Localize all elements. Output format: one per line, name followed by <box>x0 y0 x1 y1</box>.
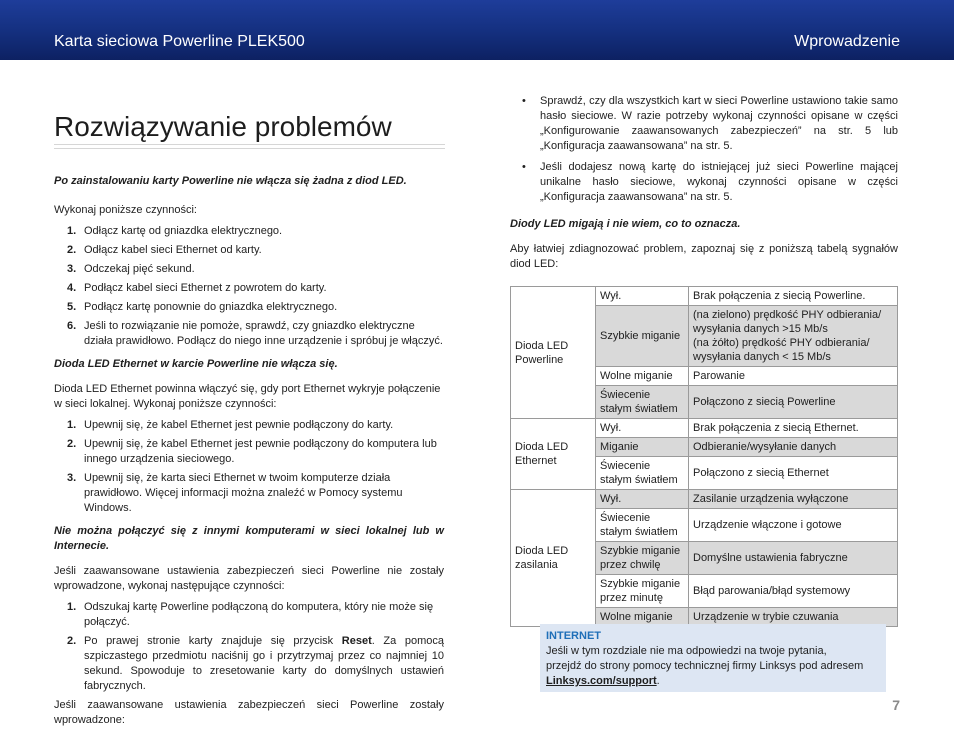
list-item <box>54 600 444 630</box>
state-cell: Świecenie stałym światłem <box>596 509 689 542</box>
internet-note-box <box>540 624 886 692</box>
note-period: . <box>656 675 660 687</box>
list-item <box>54 471 444 516</box>
description-cell: Błąd parowania/błąd systemowy <box>689 575 898 608</box>
state-cell: Wył. <box>596 419 689 438</box>
state-cell: Świecenie stałym światłem <box>596 457 689 490</box>
step-text: Upewnij się, że karta sieci Ethernet w twoim komputerze działa prawidłowo. Więcej informacji można znaleźć w Pomocy systemu Windows. <box>84 472 403 514</box>
left-column <box>54 174 444 728</box>
bullet-text: Jeśli dodajesz nową kartę do istniejącej już sieci Powerline mającej unikalne hasło sieciowe, wykonaj czynności opisane w części „Konfiguracja zaawansowana” na str. 5. <box>540 161 898 203</box>
list-item <box>510 94 898 154</box>
note-line: przejdź do strony pomocy technicznej firmy Linksys pod adresem <box>546 660 864 672</box>
description-cell: Urządzenie włączone i gotowe <box>689 509 898 542</box>
state-cell: Wolne miganie <box>596 608 689 627</box>
section-heading-no-connection: Nie można połączyć się z innymi komputerami w sieci lokalnej lub w Internecie. <box>54 525 444 552</box>
step-number: 1. <box>67 419 77 431</box>
step-text: Odłącz kabel sieci Ethernet od karty. <box>84 244 262 256</box>
header-section-title: Wprowadzenie <box>794 33 900 50</box>
led-signal-table <box>510 286 898 627</box>
list-item <box>510 160 898 205</box>
page-header <box>0 0 954 60</box>
step-text: Upewnij się, że kabel Ethernet jest pewnie podłączony do karty. <box>84 419 394 431</box>
section-intro: Wykonaj poniższe czynności: <box>54 204 197 216</box>
list-item <box>54 634 444 694</box>
step-number: 5. <box>67 301 77 313</box>
state-cell: Świecenie stałym światłem <box>596 386 689 419</box>
section-intro: Aby łatwiej zdiagnozować problem, zapoznaj się z poniższą tabelą sygnałów diod LED: <box>510 243 898 270</box>
section-heading-no-leds: Po zainstalowaniu karty Powerline nie włącza się żadna z diod LED. <box>54 175 407 187</box>
support-link[interactable]: Linksys.com/support <box>546 675 657 687</box>
step-number: 6. <box>67 320 77 332</box>
table-row <box>511 419 898 438</box>
description-cell: Połączono z siecią Powerline <box>689 386 898 419</box>
list-item <box>54 243 444 258</box>
led-group-cell: Dioda LED Ethernet <box>511 419 596 490</box>
list-item <box>54 300 444 315</box>
description-cell: Brak połączenia z siecią Ethernet. <box>689 419 898 438</box>
description-cell: (na zielono) prędkość PHY odbierania/ wysyłania danych >15 Mb/s (na żółto) prędkość PHY odbierania/ wysyłania danych < 15 Mb/s <box>689 306 898 367</box>
step-text: Odczekaj pięć sekund. <box>84 263 195 275</box>
page-number: 7 <box>892 697 900 713</box>
bullet-icon: • <box>522 161 526 173</box>
section-intro: Dioda LED Ethernet powinna włączyć się, gdy port Ethernet wykryje połączenie w sieci lokalnej. Wykonaj poniższe czynności: <box>54 383 441 410</box>
title-divider <box>54 144 445 145</box>
step-text: Podłącz kabel sieci Ethernet z powrotem do karty. <box>84 282 327 294</box>
header-product-title: Karta sieciowa Powerline PLEK500 <box>54 33 305 50</box>
state-cell: Wolne miganie <box>596 367 689 386</box>
steps-list-ethernet-led <box>54 418 444 516</box>
state-cell: Szybkie miganie <box>596 306 689 367</box>
list-item <box>54 224 444 239</box>
step-text: Podłącz kartę ponownie do gniazdka elektrycznego. <box>84 301 338 313</box>
note-link-line <box>546 674 880 689</box>
step-text: . Za pomocą szpiczastego przedmiotu naciśnij go i przytrzymaj przez co najmniej 10 sekund. Spowoduje to zresetowanie karty do domyślnych ustawień fabrycznych. <box>84 635 445 692</box>
step-text: Jeśli to rozwiązanie nie pomoże, sprawdź, czy gniazdko elektryczne działa prawidłowo. Podłącz do niego inne urządzenie i spróbuj je włączyć. <box>84 320 443 347</box>
steps-list-no-leds <box>54 224 444 349</box>
step-number: 2. <box>67 244 77 256</box>
table-row <box>511 287 898 306</box>
section-heading-ethernet-led: Dioda LED Ethernet w karcie Powerline nie włącza się. <box>54 358 338 370</box>
note-line: Jeśli w tym rozdziale nie ma odpowiedzi na twoje pytania, <box>546 645 827 657</box>
table-row <box>511 490 898 509</box>
description-cell: Odbieranie/wysyłanie danych <box>689 438 898 457</box>
step-number: 2. <box>67 635 77 647</box>
note-label: INTERNET <box>546 630 601 642</box>
step-number: 4. <box>67 282 77 294</box>
right-column <box>510 94 898 627</box>
list-item <box>54 437 444 467</box>
section-intro: Jeśli zaawansowane ustawienia zabezpieczeń sieci Powerline nie zostały wprowadzone, wykonaj następujące czynności: <box>54 565 444 592</box>
step-number: 1. <box>67 225 77 237</box>
state-cell: Szybkie miganie przez chwilę <box>596 542 689 575</box>
description-cell: Domyślne ustawienia fabryczne <box>689 542 898 575</box>
step-number: 2. <box>67 438 77 450</box>
list-item <box>54 418 444 433</box>
step-text: Upewnij się, że kabel Ethernet jest pewnie podłączony do komputera lub innego urządzenia sieciowego. <box>84 438 437 465</box>
list-item <box>54 262 444 277</box>
step-text: Odszukaj kartę Powerline podłączoną do komputera, który nie może się połączyć. <box>84 601 434 628</box>
steps-list-no-connection <box>54 600 444 694</box>
description-cell: Połączono z siecią Ethernet <box>689 457 898 490</box>
page-title: Rozwiązywanie problemów <box>54 110 392 142</box>
bullet-list <box>510 94 898 205</box>
list-item <box>54 319 444 349</box>
description-cell: Urządzenie w trybie czuwania <box>689 608 898 627</box>
step-text: Po prawej stronie karty znajduje się przycisk <box>84 635 342 647</box>
description-cell: Brak połączenia z siecią Powerline. <box>689 287 898 306</box>
state-cell: Wył. <box>596 490 689 509</box>
section-heading-blinking-leds: Diody LED migają i nie wiem, co to oznacza. <box>510 218 741 230</box>
step-number: 3. <box>67 263 77 275</box>
state-cell: Miganie <box>596 438 689 457</box>
step-number: 3. <box>67 472 77 484</box>
description-cell: Parowanie <box>689 367 898 386</box>
title-divider-second <box>54 148 445 149</box>
bullet-icon: • <box>522 95 526 107</box>
led-group-cell: Dioda LED zasilania <box>511 490 596 627</box>
description-cell: Zasilanie urządzenia wyłączone <box>689 490 898 509</box>
step-text: Odłącz kartę od gniazdka elektrycznego. <box>84 225 283 237</box>
led-group-cell: Dioda LED Powerline <box>511 287 596 419</box>
state-cell: Szybkie miganie przez minutę <box>596 575 689 608</box>
list-item <box>54 281 444 296</box>
reset-label: Reset <box>341 635 372 647</box>
step-number: 1. <box>67 601 77 613</box>
section-outro: Jeśli zaawansowane ustawienia zabezpieczeń sieci Powerline zostały wprowadzone: <box>54 699 444 726</box>
state-cell: Wył. <box>596 287 689 306</box>
bullet-text: Sprawdź, czy dla wszystkich kart w sieci Powerline ustawiono takie samo hasło sieciowe. W razie potrzeby wykonaj czynności opisane w części „Konfigurowanie zaawansowanych zabezpieczeń” na str. 5 lub „Konfiguracja zaawansowana” na str. 5. <box>540 95 898 152</box>
